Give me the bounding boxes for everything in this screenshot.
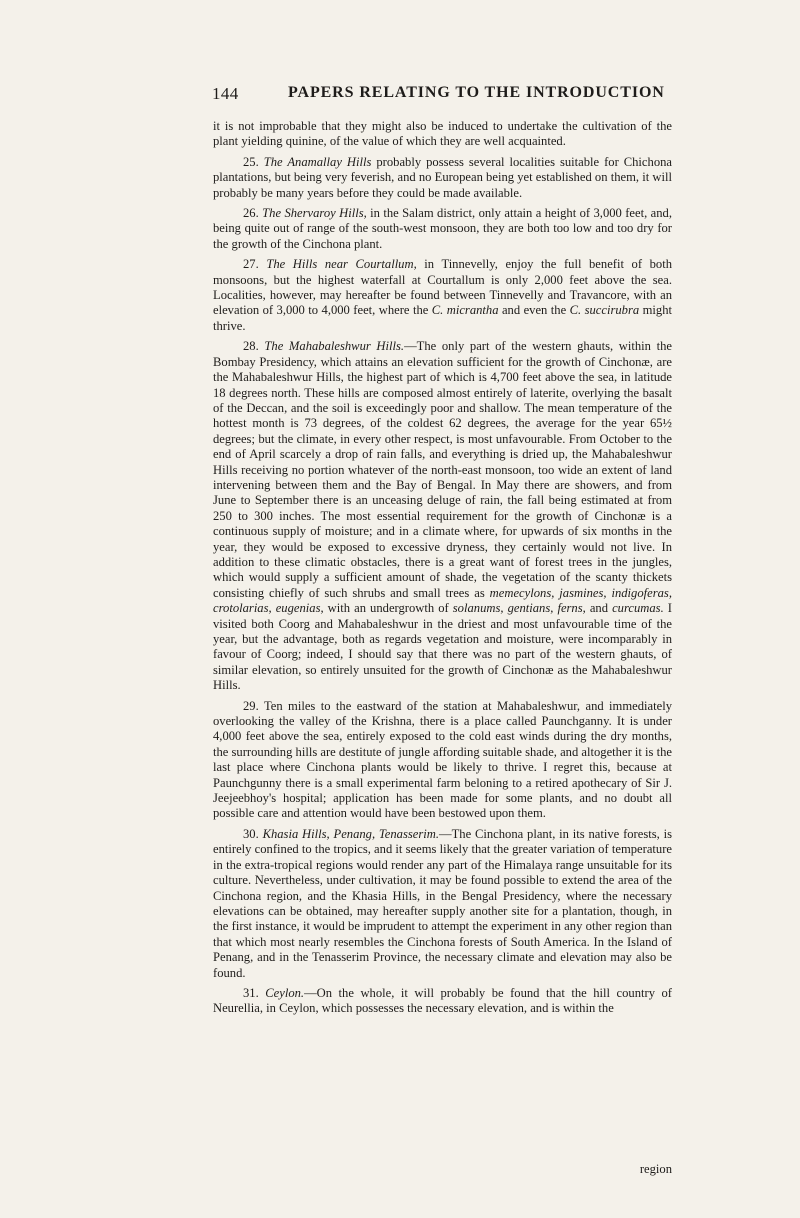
paragraph-27 <box>213 257 672 334</box>
paragraph-31 <box>213 986 672 1017</box>
paragraph-number: 25. <box>243 154 259 169</box>
page-header <box>212 84 672 108</box>
paragraph-number: 28. <box>243 339 259 354</box>
paragraph-25 <box>213 155 672 201</box>
paragraph-text: might thrive. <box>213 303 673 333</box>
paragraph-text: —The Cinchona plant, in its native forests, is entirely confined to the tropics, and it seems likely that the greater variation of temperature in the extra-tropical regions would render any part of the Himalaya range unsuitable for its culture. Nevertheless, under cultivation, it may be found possible to extend the area of the Cinchona region, and the Khasia Hills, in the Bengal Presidency, where the necessary elevations can be obtained, may hereafter supply another site for a plantation, though, in the first instance, it would be imprudent to attempt the experiment in any other region than that which most nearly resembles the Cinchona forests of South America. In the Island of Penang, and in the Tenasserim Province, the necessary climate and elevation may also be found. <box>213 826 672 980</box>
paragraph-text: —On the whole, it will probably be found that the hill country of Neurellia, in Ceylon, which possesses the necessary elevation, and is within the <box>213 985 672 1016</box>
continued-paragraph: it is not improbable that they might also be induced to undertake the cultivation of the plant yielding quinine, of the value of which they are well acquainted. <box>213 119 672 149</box>
paragraph-29 <box>213 699 672 822</box>
paragraph-text: —The only part of the western ghauts, within the Bombay Presidency, which attains an elevation sufficient for the growth of Cinchonæ, are the Mahabaleshwur Hills, the highest part of which is 4,700 feet above the sea, in latitude 18 degrees north. These hills are composed almost entirely of laterite, overlying the basalt of the Deccan, and the soil is exceedingly poor and shallow. The mean temperature of the hottest month is 73 degrees, of the coldest 62 degrees, the average for the year 65½ degrees; but the climate, in every other respect, is most unfavourable. From October to the end of April scarcely a drop of rain falls, and everything is dried up, the Mahabaleshwur Hills receiving no portion whatever of the north-east monsoon, too wide an extent of land intervening between them and the Bay of Bengal. In May there are showers, and from June to September there is an unceasing deluge of rain, the fall being estimated at from 250 to 300 inches. The most essential requirement for the growth of Cinchonæ is a continuous supply of moisture; and in a climate where, for upwards of six months in the year, they would be exposed to excessive dryness, they certainly would not live. In addition to these climatic obstacles, there is a great want of forest trees in the jungles, which would supply a sufficient amount of shade, the vegetation of the scanty thickets consisting chiefly of such shrubs and small trees as <box>213 339 672 600</box>
paragraph-text: and even the <box>498 303 570 318</box>
page-number: 144 <box>212 84 239 103</box>
paragraph-number: 29. <box>243 698 259 713</box>
paragraph-number: 27. <box>243 257 259 272</box>
catchword: region <box>639 1162 672 1176</box>
paragraph-text: in the Salam district, only attain a height of 3,000 feet, and, being quite out of range of the south-west monsoon, they are both too low and too dry for the growth of the Cinchona plant. <box>213 206 672 251</box>
place-name: The Shervaroy Hills, <box>262 206 367 221</box>
paragraph-number: 30. <box>243 826 259 841</box>
species-name: C. micrantha <box>431 303 499 318</box>
place-name: The Hills near Courtallum, <box>266 257 417 272</box>
paragraph-text: with an undergrowth of <box>323 601 453 616</box>
paragraph-number: 31. <box>243 985 259 1000</box>
paragraph-text: probably possess several localities suitable for Chichona plantations, but being very feverish, and no European being yet established on them, it will probably be many years before they could be made available. <box>213 154 673 200</box>
species-name: C. succirubra <box>569 303 640 318</box>
running-title: PAPERS RELATING TO THE INTRODUCTION <box>288 84 665 101</box>
place-name: Ceylon. <box>265 985 305 1000</box>
paragraph-text: I visited both Coorg and Mahabaleshwur in the driest and most unfavourable time of the year, but the advantage, both as regards vegetation and moisture, were incomparably in favour of Coorg; indeed, I should say that there was no part of the western ghauts, of similar elevation, so entirely unsuited for the growth of Cinchonæ as the Mahabaleshwur Hills. <box>213 601 672 693</box>
paragraph-text: in Tinnevelly, enjoy the full benefit of both monsoons, but the highest waterfall at Courtallum is only 2,000 feet above the sea. Localities, however, may hereafter be found between Tinnevelly and Travancore, with an elevation of 3,000 to 4,000 feet, where the <box>213 257 672 318</box>
paragraph-28 <box>213 339 672 693</box>
paragraph-26 <box>213 206 672 252</box>
place-name: The Mahabaleshwur Hills. <box>264 339 405 354</box>
paragraph-number: 26. <box>243 206 259 221</box>
paragraph-30 <box>213 827 672 981</box>
species-name: curcumas. <box>612 601 664 616</box>
body-text <box>213 119 672 1022</box>
species-list: memecylons, jasmines, indigoferas, crotolarias, eugenias, <box>213 585 672 616</box>
paragraph-text: and <box>585 601 613 616</box>
place-name: Khasia Hills, Penang, Tenasserim. <box>262 826 439 841</box>
species-list: solanums, gentians, ferns, <box>452 601 586 616</box>
paragraph-text: Ten miles to the eastward of the station at Mahabaleshwur, and immediately overlooking the valley of the Krishna, there is a place called Paunchganny. It is under 4,000 feet above the sea, entirely exposed to the cold east winds during the dry months, the surrounding hills are destitute of jungle affording suitable shade, and altogether it is the last place where Cinchona plants would be likely to thrive. I regret this, because at Paunchgunny there is a small experimental farm beloning to a retired apothecary of Sir J. Jeejeebhoy's hospital; application has been made for some plants, and no doubt all possible care and attention would have been bestowed upon them. <box>213 698 673 821</box>
place-name: The Anamallay Hills <box>263 154 372 169</box>
